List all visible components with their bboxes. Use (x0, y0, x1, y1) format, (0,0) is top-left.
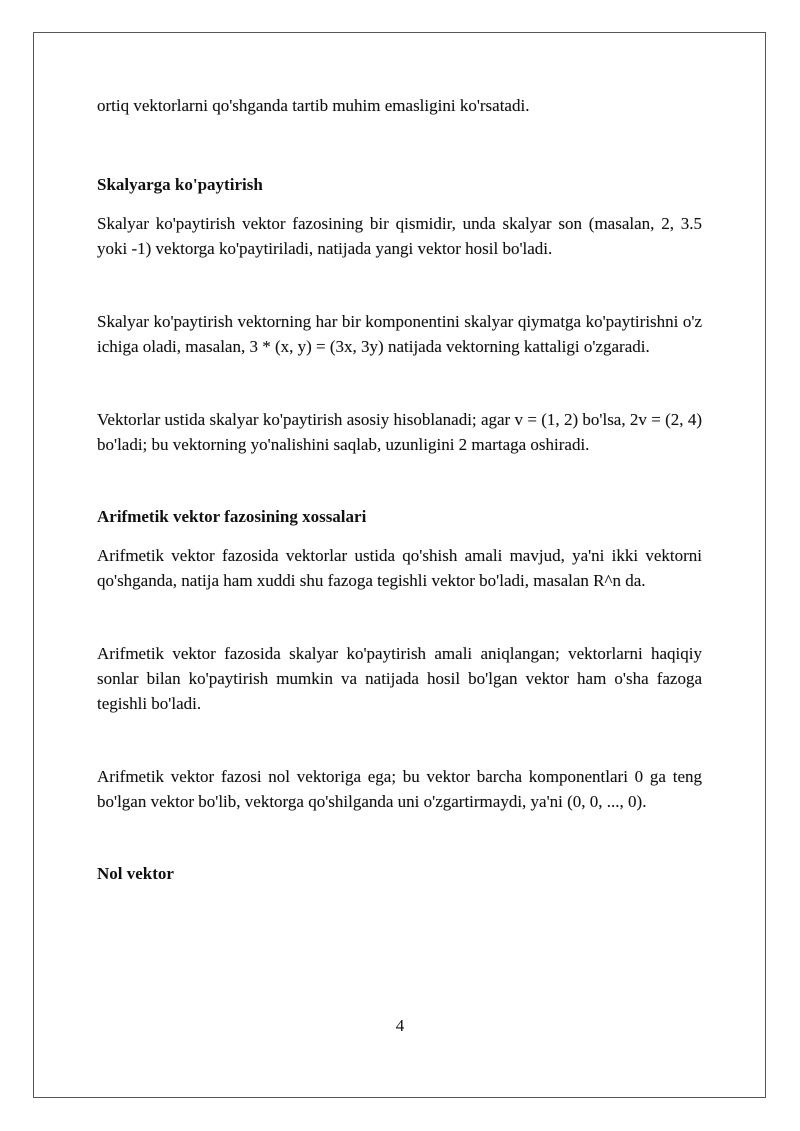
section-heading: Arifmetik vektor fazosining xossalari (97, 507, 367, 526)
paragraph: Arifmetik vektor fazosi nol vektoriga ega; bu vektor barcha komponentlari 0 ga teng bo'lgan vektor bo'lib, vektorga qo'shilganda uni o'zgartirmaydi, ya'ni (0, 0, ..., 0). (97, 767, 702, 811)
paragraph: Skalyar ko'paytirish vektor fazosining bir qismidir, unda skalyar son (masalan, 2, 3.5 yoki -1) vektorga ko'paytiriladi, natijada yangi vektor hosil bo'ladi. (97, 214, 702, 258)
paragraph: Arifmetik vektor fazosida vektorlar ustida qo'shish amali mavjud, ya'ni ikki vektorni qo'shganda, natija ham xuddi shu fazoga tegishli vektor bo'ladi, masalan R^n da. (97, 546, 702, 590)
page-content (97, 93, 702, 886)
paragraph: Vektorlar ustida skalyar ko'paytirish asosiy hisoblanadi; agar v = (1, 2) bo'lsa, 2v = (2, 4) bo'ladi; bu vektorning yo'nalishini saqlab, uzunligini 2 martaga oshiradi. (97, 410, 702, 454)
page-number: 4 (395, 1016, 405, 1035)
section-heading: Nol vektor (97, 864, 174, 883)
section-heading: Skalyarga ko'paytirish (97, 175, 263, 194)
paragraph: Arifmetik vektor fazosida skalyar ko'paytirish amali aniqlangan; vektorlarni haqiqiy sonlar bilan ko'paytirish mumkin va natijada hosil bo'lgan vektor ham o'sha fazoga tegishli bo'ladi. (97, 644, 702, 713)
intro-paragraph: ortiq vektorlarni qo'shganda tartib muhim emasligini ko'rsatadi. (97, 96, 530, 115)
paragraph: Skalyar ko'paytirish vektorning har bir komponentini skalyar qiymatga ko'paytirishni o'z ichiga oladi, masalan, 3 * (x, y) = (3x, 3y) natijada vektorning kattaligi o'zgaradi. (97, 312, 702, 356)
